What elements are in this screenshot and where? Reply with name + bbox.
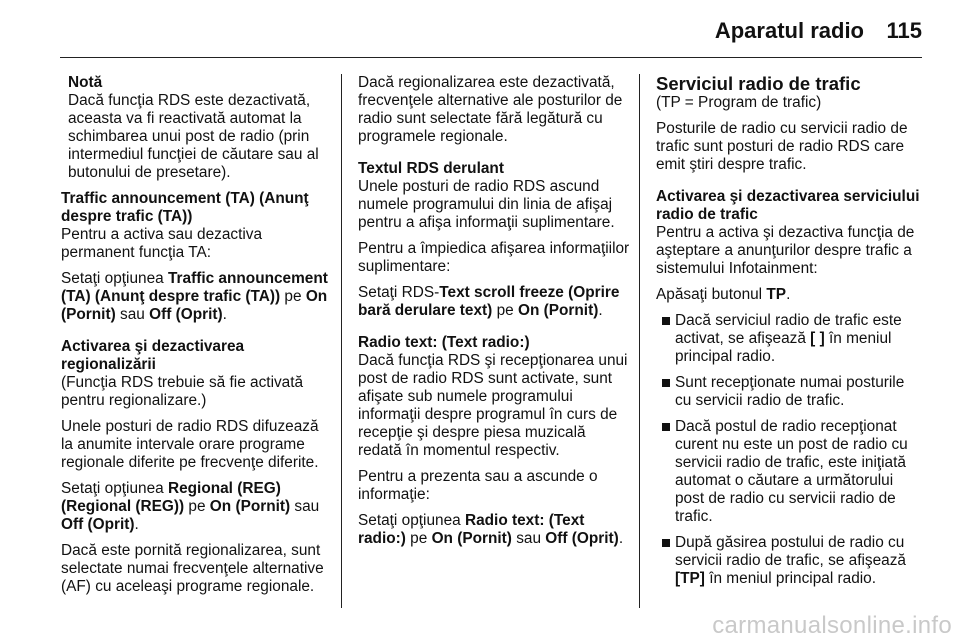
- scroll-text-heading: Textul RDS derulant: [358, 160, 504, 177]
- regionalization-setting: Setaţi opţiunea Regional (REG) (Regional (REG)) pe On (Pornit) sau Off (Oprit).: [61, 480, 320, 533]
- ta-text: Pentru a activa sau dezactiva permanent funcţia TA:: [61, 226, 263, 261]
- square-bullet-icon: [662, 423, 670, 431]
- ta-heading: Traffic announcement (TA) (Anunţ despre trafic (TA)): [61, 190, 309, 225]
- radio-text-setting: Setaţi opţiunea Radio text: (Text radio:) pe On (Pornit) sau Off (Oprit).: [358, 512, 624, 547]
- regionalization-text-2: Unele posturi de radio RDS difuzează la anumite intervale orare programe regionale diferite pe frecvenţe diferite.: [61, 418, 319, 471]
- list-item: Dacă postul de radio recepţionat curent nu este un post de radio cu servicii radio de trafic, este iniţiată automat o căutare a următorului post de radio cu servicii radio de trafic.: [656, 418, 924, 526]
- page-number: 115: [886, 18, 922, 43]
- tp-button-label: TP: [766, 286, 787, 303]
- square-bullet-icon: [662, 317, 670, 325]
- traffic-service-title: Serviciul radio de trafic: [656, 73, 861, 94]
- traffic-activation-text: Pentru a activa şi dezactiva funcţia de aşteptare a anunţurilor despre trafic a sistemului Infotainment:: [656, 224, 915, 277]
- watermark: carmanualsonline.info: [712, 612, 952, 639]
- traffic-service-subtitle: (TP = Program de trafic): [656, 94, 822, 111]
- list-item: Dacă serviciul radio de trafic este activat, se afişează [ ] în meniul principal radio.: [656, 312, 924, 366]
- radio-text-1: Dacă funcţia RDS şi recepţionarea unui post de radio RDS sunt activate, sunt afişate sub numele programului informaţii despre programul în curs de recepţie şi despre piesa muzicală redată în momentul respectiv.: [358, 352, 628, 459]
- traffic-service-intro: Posturile de radio cu servicii radio de trafic sunt posturi de radio RDS care emit ştiri despre trafic.: [656, 120, 908, 173]
- radio-text-heading: Radio text: (Text radio:): [358, 334, 530, 351]
- list-item: După găsirea postului de radio cu servicii radio de trafic, se afişează [TP] în meniul principal radio.: [656, 534, 924, 588]
- list-item: Sunt recepţionate numai posturile cu servicii radio de trafic.: [656, 374, 924, 410]
- regionalization-text-1: (Funcţia RDS trebuie să fie activată pentru regionalizare.): [61, 374, 304, 409]
- column-1: [61, 74, 331, 604]
- page-title: Aparatul radio: [714, 18, 864, 43]
- column-divider-2: [639, 74, 640, 608]
- traffic-activation-heading: Activarea şi dezactivarea serviciului radio de trafic: [656, 188, 920, 223]
- radio-text-2: Pentru a prezenta sau a ascunde o informaţie:: [358, 468, 598, 503]
- column-2: [358, 74, 630, 556]
- column-3: [656, 74, 924, 596]
- press-tp-instruction: Apăsaţi butonul TP.: [656, 286, 791, 303]
- scroll-setting: Setaţi RDS-Text scroll freeze (Oprire bară derulare text) pe On (Pornit).: [358, 284, 620, 319]
- traffic-bullet-list: [656, 312, 924, 588]
- scroll-text-2: Pentru a împiedica afişarea informaţiilor suplimentare:: [358, 240, 630, 275]
- note-box: [68, 74, 331, 182]
- column-divider-1: [341, 74, 342, 608]
- regionalization-off-text: Dacă regionalizarea este dezactivată, frecvenţele alternative ale posturilor de radio sunt selectate fără legătură cu programele regionale.: [358, 74, 623, 145]
- regionalization-text-3: Dacă este pornită regionalizarea, sunt selectate numai frecvenţele alternative (AF) cu aceleaşi programe regionale.: [61, 542, 324, 595]
- square-bullet-icon: [662, 539, 670, 547]
- note-text: Dacă funcţia RDS este dezactivată, aceasta va fi reactivată automat la schimbarea unui post de radio (prin intermediul funcţiei de căutare sau al butonului de presetare).: [68, 92, 319, 181]
- note-title: Notă: [68, 74, 103, 91]
- scroll-text-1: Unele posturi de radio RDS ascund numele programului din linia de afişaj pentru a afişa informaţii suplimentare.: [358, 178, 615, 231]
- header-rule: [60, 57, 922, 58]
- square-bullet-icon: [662, 379, 670, 387]
- regionalization-heading: Activarea şi dezactivarea regionalizării: [61, 338, 245, 373]
- ta-setting: Setaţi opţiunea Traffic announcement (TA) (Anunţ despre trafic (TA)) pe On (Pornit) sau Off (Oprit).: [61, 270, 328, 323]
